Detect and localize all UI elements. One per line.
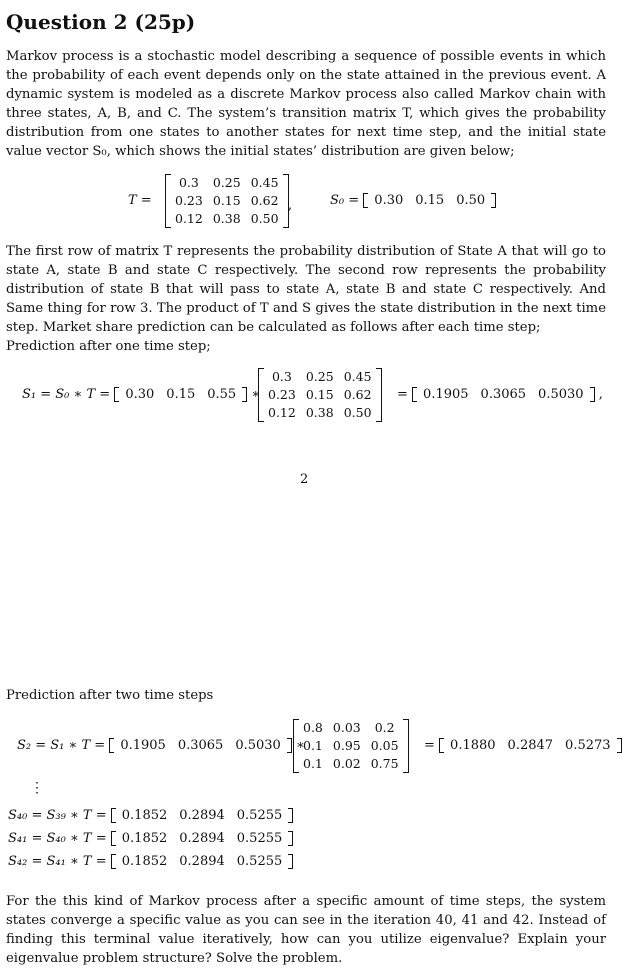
iteration-vector [111, 854, 294, 869]
matrix-cell: 0.1 [303, 738, 323, 753]
iteration-40 [8, 808, 293, 823]
vector-value: 0.5255 [236, 808, 283, 823]
transition-matrix-t [165, 174, 289, 228]
matrix-cell: 0.23 [268, 387, 296, 402]
matrix-cell: 0.02 [332, 756, 361, 771]
s1-input-vector [114, 387, 247, 402]
iteration-lhs: S₄₂ = S₄₁ ∗ T = [8, 854, 107, 869]
vector-value: 0.1905 [120, 738, 166, 753]
vector-value: 0.5030 [538, 387, 584, 402]
vector-value: 0.3065 [177, 738, 224, 753]
matrix-cell: 0.23 [175, 193, 203, 208]
vector-value: 0.2894 [179, 808, 225, 823]
matrix-cell: 0.3 [271, 369, 292, 384]
comma: , [288, 198, 293, 213]
matrix-cell: 0.25 [212, 175, 241, 190]
question-title: Question 2 (25p) [6, 10, 196, 34]
vector-value: 0.5030 [235, 738, 281, 753]
matrix-cell: 0.45 [343, 369, 372, 384]
matrix-cell: 0.3 [178, 175, 199, 190]
matrix-cell: 0.8 [303, 720, 323, 735]
vector-value: 0.1852 [121, 854, 168, 869]
matrix-cell: 0.95 [332, 738, 361, 753]
matrix-cell: 0.15 [212, 193, 241, 208]
matrix-cell: 0.38 [305, 405, 334, 420]
vector-value: 0.2847 [507, 738, 554, 753]
s1-equation: S₁ = S₀ ∗ T = 0.30 0.15 0.55 ∗ [22, 387, 261, 402]
vector-value: 0.15 [166, 387, 196, 402]
iteration-lhs: S₄₁ = S₄₀ ∗ T = [8, 831, 107, 846]
vector-value: 0.2894 [179, 854, 225, 869]
vector-value: 0.5255 [236, 831, 283, 846]
vector-value: 0.30 [125, 387, 155, 402]
matrix-cell: 0.12 [175, 211, 203, 226]
vector-value: 0.5273 [565, 738, 611, 753]
vector-value: 0.55 [207, 387, 237, 402]
s0-label: S₀ = [330, 193, 360, 208]
s0-row [330, 193, 496, 208]
s2-output-vector [439, 738, 622, 753]
s2-result: = 0.1880 0.2847 0.5273 [424, 738, 622, 753]
matrix-cell: 0.62 [343, 387, 372, 402]
s0-vector [363, 193, 496, 208]
vector-value: 0.1852 [121, 808, 168, 823]
s2-lhs: S₂ = S₁ ∗ T = [17, 738, 106, 753]
intro-paragraph: Markov process is a stochastic model describing a sequence of possible events in which the probability of each event depends only on the state attained in the previous event. A dynamic system is modeled as a discrete Markov process also called Markov chain with three states, A, B, and C. The system’s transition matrix T, which gives the probability distribution from one states to another states for next time step, and the initial state value vector S₀, which shows the initial states’ distribution are given below; [6, 49, 606, 159]
vector-value: 0.3065 [480, 387, 527, 402]
prediction-two-label: Prediction after two time steps [6, 688, 214, 703]
vector-value: 0.1905 [423, 387, 469, 402]
matrix-cell: 0.50 [343, 405, 372, 420]
vector-value: 0.1880 [450, 738, 496, 753]
transition-matrix-t-copy [258, 368, 382, 422]
matrix-cell: 0.45 [250, 175, 279, 190]
matrix-cell: 0.25 [305, 369, 334, 384]
transition-matrix-t2 [293, 719, 409, 773]
matrix-cell: 0.05 [370, 738, 399, 753]
matrix-cell: 0.50 [250, 211, 279, 226]
page-number: 2 [300, 472, 309, 487]
matrix-cell: 0.12 [268, 405, 296, 420]
t-matrix-label: T = [128, 193, 152, 208]
vertical-ellipsis: ⋮ [30, 780, 44, 796]
s2-equation: S₂ = S₁ ∗ T = 0.1905 0.3065 0.5030 ∗ [17, 738, 305, 753]
iteration-vector [111, 808, 294, 823]
vector-value: 0.50 [456, 193, 486, 208]
matrix-cell: 0.03 [332, 720, 361, 735]
matrix-cell: 0.75 [370, 756, 399, 771]
iteration-vector [111, 831, 294, 846]
explanation-paragraph: The first row of matrix T represents the probability distribution of State A that will go to state A, state B and state C respectively. The second row represents the probability distribution of state B that will pass to state A, state B and state C respectively. And Same thing for row 3. The product of T and S gives the state distribution in the next time step. Market share prediction can be calculated as follows after each time step; [6, 244, 606, 335]
s1-lhs: S₁ = S₀ ∗ T = [22, 387, 111, 402]
matrix-cell: 0.2 [374, 720, 395, 735]
matrix-cell: 0.15 [305, 387, 334, 402]
vector-value: 0.5255 [236, 854, 283, 869]
vector-value: 0.15 [415, 193, 445, 208]
question-paragraph: For the this kind of Markov process after a specific amount of time steps, the system states converge a specific value as you can see in the iteration 40, 41 and 42. Instead of finding this terminal value iteratively, how can you utilize eigenvalue? Explain your eigenvalue problem structure? Solve the problem. [6, 894, 606, 966]
iteration-42 [8, 854, 293, 869]
iteration-lhs: S₄₀ = S₃₉ ∗ T = [8, 808, 107, 823]
vector-value: 0.2894 [179, 831, 225, 846]
matrix-cell: 0.38 [212, 211, 241, 226]
iteration-41 [8, 831, 293, 846]
s1-output-vector [412, 387, 595, 402]
s2-input-vector [109, 738, 292, 753]
s1-result: = 0.1905 0.3065 0.5030 , [397, 387, 603, 402]
vector-value: 0.30 [374, 193, 404, 208]
prediction-one-label: Prediction after one time step; [6, 339, 211, 354]
matrix-cell: 0.1 [303, 756, 323, 771]
matrix-cell: 0.62 [250, 193, 279, 208]
vector-value: 0.1852 [121, 831, 168, 846]
